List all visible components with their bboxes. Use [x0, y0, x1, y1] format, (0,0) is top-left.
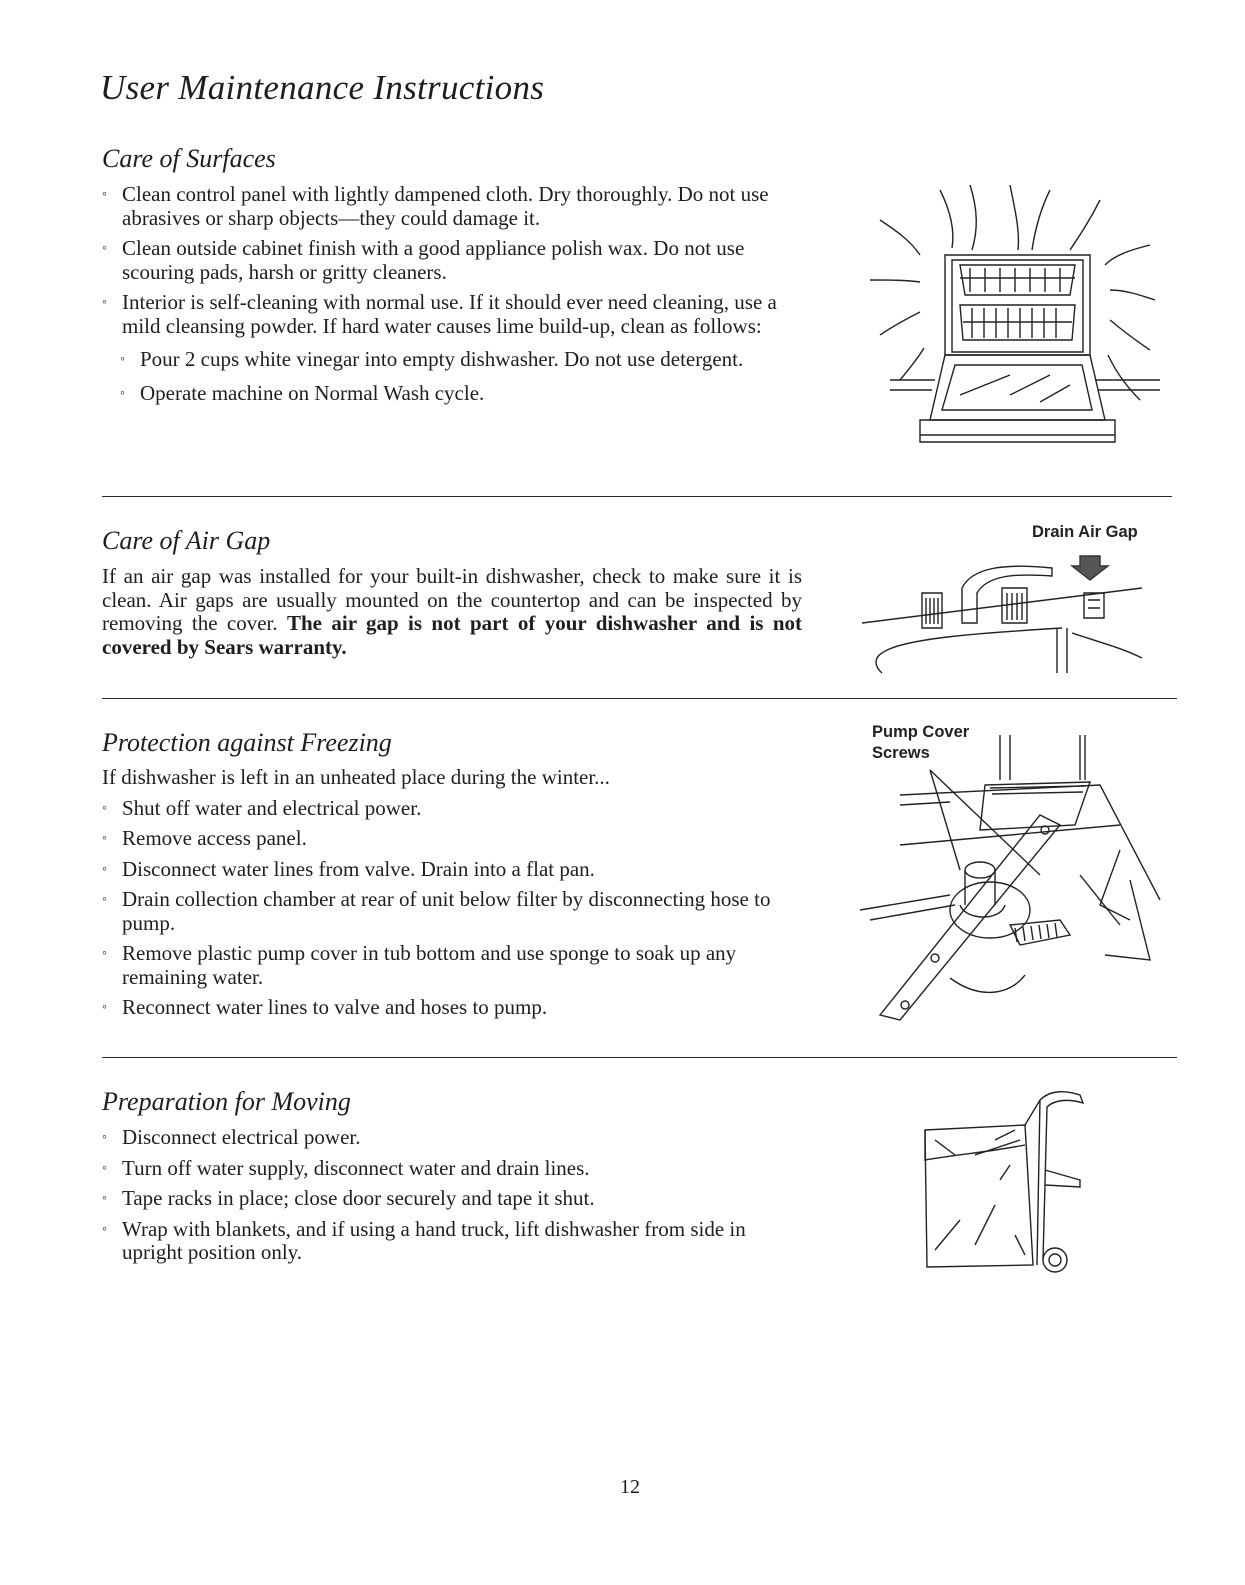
warranty-note: The air gap is not part of your dishwasher and is not covered by Sears warranty.	[102, 611, 802, 659]
air-gap-text	[102, 565, 802, 659]
freezing-heading: Protection against Freezing	[102, 728, 392, 757]
pump-cover-illustration	[860, 730, 1180, 1030]
list-item: ◦ Interior is self-cleaning with normal use. If it should ever need cleaning, use a mild cleansing powder. If hard water causes lime build-up, clean as follows:	[102, 291, 802, 338]
drain-air-gap-label: Drain Air Gap	[1032, 523, 1138, 541]
section-divider	[102, 496, 1172, 497]
list-item: ◦ Remove access panel.	[102, 827, 802, 851]
list-item: ◦ Operate machine on Normal Wash cycle.	[120, 382, 802, 406]
air-gap-paragraph: If an air gap was installed for your built-in dishwasher, check to make sure it is clean. Air gaps are usually mounted on the countertop and can be inspected by removing the cover.	[102, 564, 802, 635]
list-item: ◦ Clean control panel with lightly dampened cloth. Dry thoroughly. Do not use abrasives or sharp objects—they could damage it.	[102, 183, 802, 230]
section-divider	[102, 1057, 1177, 1058]
freezing-section	[102, 766, 802, 1027]
surfaces-sublist	[120, 348, 802, 405]
moving-list	[102, 1126, 802, 1265]
moving-heading: Preparation for Moving	[102, 1087, 351, 1116]
drain-air-gap-illustration	[862, 548, 1152, 678]
list-item: ◦ Drain collection chamber at rear of unit below filter by disconnecting hose to pump.	[102, 888, 802, 935]
list-item: ◦ Clean outside cabinet finish with a good appliance polish wax. Do not use scouring pads, harsh or gritty cleaners.	[102, 237, 802, 284]
list-item: ◦ Disconnect electrical power.	[102, 1126, 802, 1150]
freezing-list	[102, 797, 802, 1020]
moving-section	[102, 1126, 802, 1272]
list-item: ◦ Tape racks in place; close door securely and tape it shut.	[102, 1187, 802, 1211]
list-item: ◦ Reconnect water lines to valve and hoses to pump.	[102, 996, 802, 1020]
list-item: ◦ Wrap with blankets, and if using a hand truck, lift dishwasher from side in upright position only.	[102, 1218, 802, 1265]
pump-cover-label-line: Pump Cover	[872, 723, 970, 741]
list-item: ◦ Pour 2 cups white vinegar into empty dishwasher. Do not use detergent.	[120, 348, 802, 372]
air-gap-heading: Care of Air Gap	[102, 526, 271, 555]
list-item: ◦ Disconnect water lines from valve. Drain into a flat pan.	[102, 858, 802, 882]
page-title: User Maintenance Instructions	[100, 68, 545, 107]
list-item: ◦ Remove plastic pump cover in tub bottom and use sponge to soak up any remaining water.	[102, 942, 802, 989]
surfaces-list	[102, 183, 802, 338]
open-dishwasher-illustration	[860, 180, 1160, 465]
section-divider	[102, 698, 1177, 699]
surfaces-section	[102, 183, 802, 412]
list-item: ◦ Turn off water supply, disconnect water and drain lines.	[102, 1157, 802, 1181]
screws-label-line: Screws	[872, 744, 930, 762]
list-item: ◦ Shut off water and electrical power.	[102, 797, 802, 821]
surfaces-heading: Care of Surfaces	[102, 144, 276, 173]
freezing-intro: If dishwasher is left in an unheated place during the winter...	[102, 765, 610, 789]
hand-truck-illustration	[915, 1085, 1105, 1280]
page-number: 12	[620, 1476, 640, 1498]
